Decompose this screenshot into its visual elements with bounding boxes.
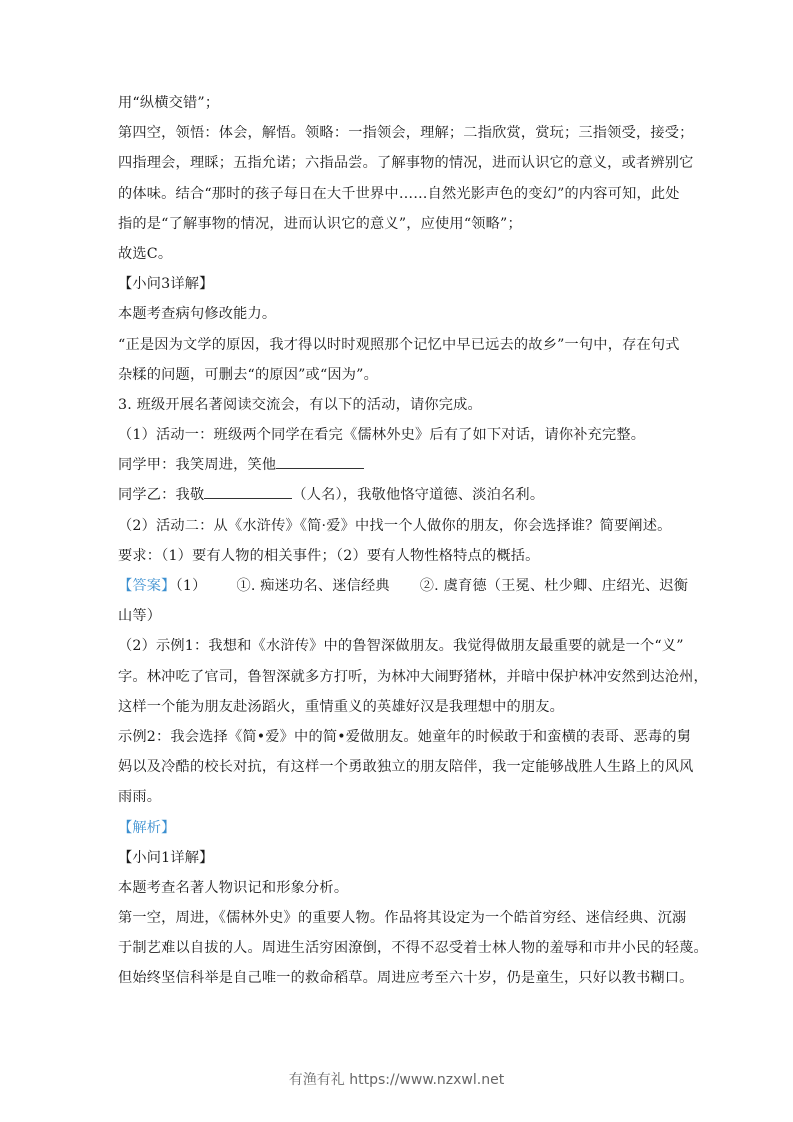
answer-choice-line: 故选C。 bbox=[118, 245, 173, 262]
dialogue-student-b bbox=[118, 480, 678, 510]
text-line: 指的是“了解事物的情况，进而认识它的意义”，应使用“领略”； bbox=[118, 215, 522, 232]
text-line: 第一空，周进，《儒林外史》的重要人物。作品将其设定为一个皓首穷经、迷信经典、沉溺 bbox=[118, 910, 687, 927]
fill-blank-2 bbox=[204, 484, 292, 499]
example-2-line: 雨雨。 bbox=[118, 789, 162, 806]
example-1-line: （2）示例1：我想和《水浒传》中的鲁智深做朋友。我觉得做朋友最重要的就是一个“义” bbox=[118, 638, 684, 655]
footer-watermark: 有渔有礼 https://www.nzxwl.net bbox=[288, 1072, 505, 1088]
fill-blank-1 bbox=[276, 454, 364, 469]
dialogue-b-prefix: 同学乙：我敬 bbox=[118, 487, 205, 504]
text-line: 于制艺难以自拔的人。周进生活穷困潦倒，不得不忍受着士林人物的羞辱和市井小民的轻蔑。 bbox=[118, 940, 708, 957]
text-line: 但始终坚信科举是自己唯一的救命稻草。周进应考至六十岁，仍是童生，只好以教书糊口。 bbox=[118, 970, 694, 987]
section-heading-q3-detail: 【小问3详解】 bbox=[118, 276, 214, 293]
text-line: 用“纵横交错”； bbox=[118, 95, 220, 111]
example-1-line: 字。林冲吃了官司，鲁智深就多方打听，为林冲大闹野猪林，并暗中保护林冲安然到达沧州， bbox=[118, 668, 708, 685]
text-line: 四指理会，理睬；五指允诺；六指品尝。了解事物的情况，进而认识它的意义，或者辨别它 bbox=[118, 155, 694, 172]
answer-2: ②. 虞育德（王冕、杜少卿、庄绍光、迟衡 bbox=[419, 578, 689, 594]
answer-part-number: （1） bbox=[175, 578, 207, 594]
section-heading-q1-detail: 【小问1详解】 bbox=[118, 849, 214, 866]
text-line: 第四空，领悟：体会，解悟。领略：一指领会，理解；二指欣赏，赏玩；三指领受，接受； bbox=[118, 125, 694, 142]
dialogue-b-suffix: （人名），我敬他恪守道德、淡泊名利。 bbox=[292, 487, 545, 504]
requirements-line: 要求：（1）要有人物的相关事件；（2）要有人物性格特点的概括。 bbox=[118, 547, 540, 564]
analysis-label: 【解析】 bbox=[118, 819, 176, 836]
document-body bbox=[118, 88, 708, 994]
text-line: 杂糅的问题，可删去“的原因”或“因为”。 bbox=[118, 366, 379, 383]
dialogue-a-text: 同学甲：我笑周进，笑他 bbox=[118, 457, 277, 474]
answer-1: ①. 痴迷功名、迷信经典 bbox=[236, 578, 390, 594]
question-3-title: 3. 班级开展名著阅读交流会，有以下的活动，请你完成。 bbox=[118, 396, 482, 413]
text-line: 山等） bbox=[118, 608, 162, 625]
answer-line bbox=[118, 571, 689, 601]
text-line: 本题考查病句修改能力。 bbox=[118, 306, 277, 323]
example-2-line: 示例2：我会选择《简•爱》中的简•爱做朋友。她童年的时候敢于和蛮横的表哥、恶毒的舅 bbox=[118, 728, 692, 745]
text-line: 的体味。结合“那时的孩子每日在大千世界中……自然光影声色的变幻”的内容可知，此处 bbox=[118, 185, 680, 202]
dialogue-student-a bbox=[118, 450, 678, 480]
text-line: 本题考查名著人物识记和形象分析。 bbox=[118, 879, 349, 896]
example-1-line: 这样一个能为朋友赴汤蹈火，重情重义的英雄好汉是我理想中的朋友。 bbox=[118, 698, 565, 715]
text-line: “正是因为文学的原因，我才得以时时观照那个记忆中早已远去的故乡”一句中，存在句式 bbox=[118, 336, 680, 353]
activity-1-prompt: （1）活动一：班级两个同学在看完《儒林外史》后有了如下对话，请你补充完整。 bbox=[118, 427, 646, 444]
answer-label: 【答案】 bbox=[118, 578, 176, 594]
activity-2-prompt: （2）活动二：从《水浒传》《简·爱》中找一个人做你的朋友，你会选择谁？简要阐述。 bbox=[118, 517, 672, 534]
example-2-line: 妈以及冷酷的校长对抗，有这样一个勇敢独立的朋友陪伴，我一定能够战胜人生路上的风风 bbox=[118, 759, 694, 776]
